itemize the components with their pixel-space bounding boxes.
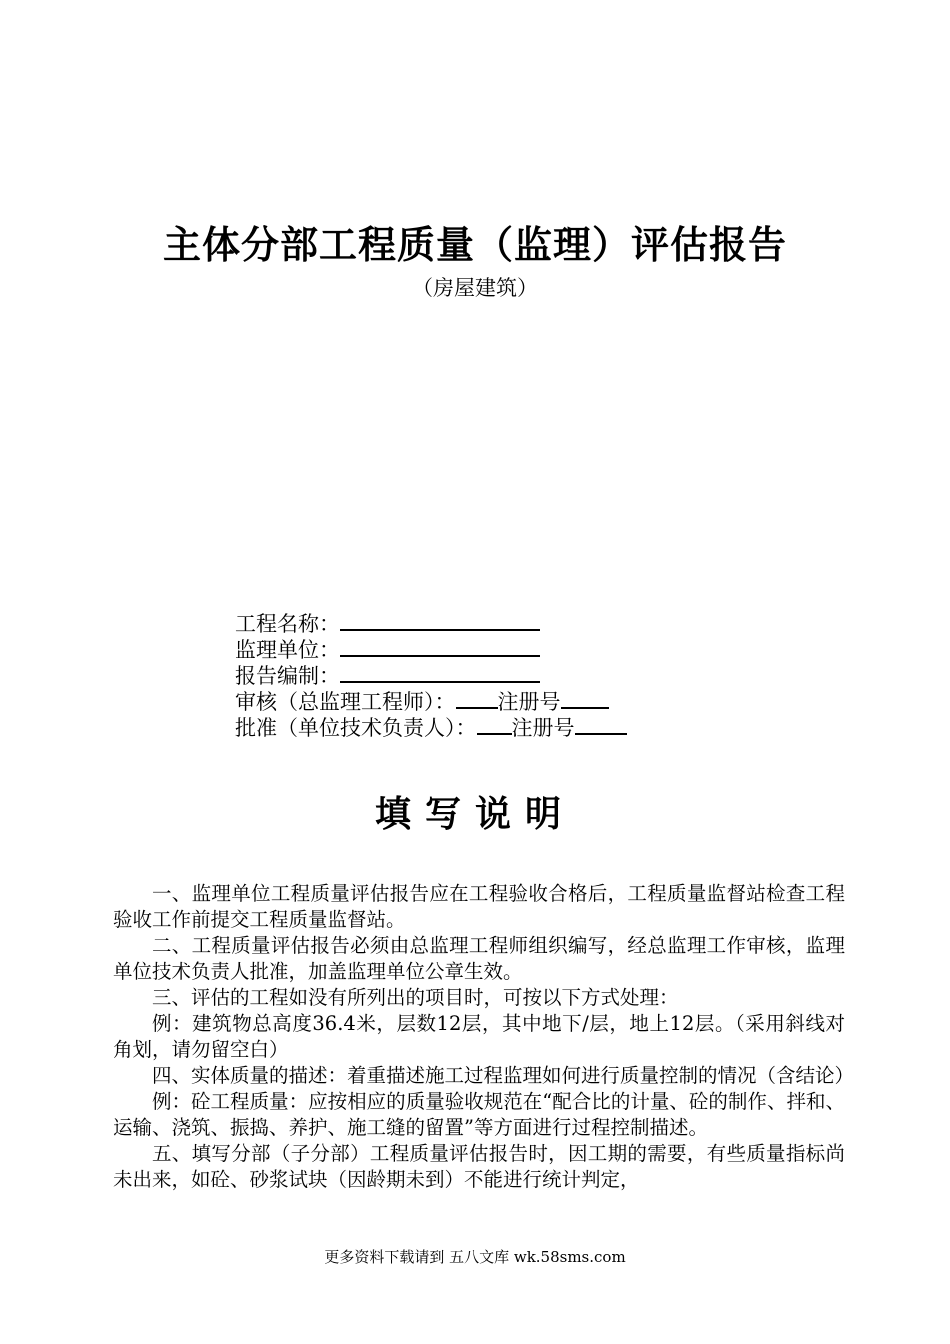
field-label: 工程名称： [235,612,340,636]
blank-line [561,689,609,709]
paragraph: 一、监理单位工程质量评估报告应在工程验收合格后，工程质量监督站检查工程验收工作前提交工程质量监督站。 [113,882,845,931]
instructions-body [113,881,855,1193]
blank-line [340,663,540,683]
instructions-heading: 填写说明 [374,794,575,835]
paragraph: 三、评估的工程如没有所列出的项目时，可按以下方式处理： [152,986,679,1009]
report-title: 主体分部工程质量（监理）评估报告 [162,223,787,267]
field-label: 监理单位： [235,638,340,662]
paragraph: 例：建筑物总高度36.4米，层数12层，其中地下/层，地上12层。（采用斜线对角划，请勿留空白） [113,1012,845,1061]
field-label: 报告编制： [235,664,340,688]
info-fields [235,611,627,741]
blank-line [456,689,498,709]
blank-line [477,715,512,735]
field-review [235,689,627,715]
field-suffix: 注册号 [497,690,561,714]
field-label: 审核（总监理工程师）： [235,690,456,714]
paragraph: 二、工程质量评估报告必须由总监理工程师组织编写，经总监理工作审核，监理单位技术负责人批准，加盖监理单位公章生效。 [113,934,845,983]
field-report-author [235,663,627,689]
field-label: 批准（单位技术负责人）： [235,716,477,740]
paragraph: 四、实体质量的描述：着重描述施工过程监理如何进行质量控制的情况（含结论） [152,1064,855,1087]
paragraph: 五、填写分部（子分部）工程质量评估报告时，因工期的需要，有些质量指标尚未出来，如砼、砂浆试块（因龄期未到）不能进行统计判定， [113,1142,845,1191]
field-suffix: 注册号 [511,716,575,740]
blank-line [340,637,540,657]
field-project-name [235,611,627,637]
report-subtitle: （房屋建筑） [412,276,538,300]
paragraph: 例：砼工程质量：应按相应的质量验收规范在“配合比的计量、砼的制作、拌和、运输、浇筑、振捣、养护、施工缝的留置”等方面进行过程控制描述。 [113,1090,845,1139]
blank-line [575,715,627,735]
page-footer: 更多资料下载请到 五八文库 wk.58sms.com [324,1248,626,1266]
field-supervision-unit [235,637,627,663]
field-approval [235,715,627,741]
blank-line [340,611,540,631]
